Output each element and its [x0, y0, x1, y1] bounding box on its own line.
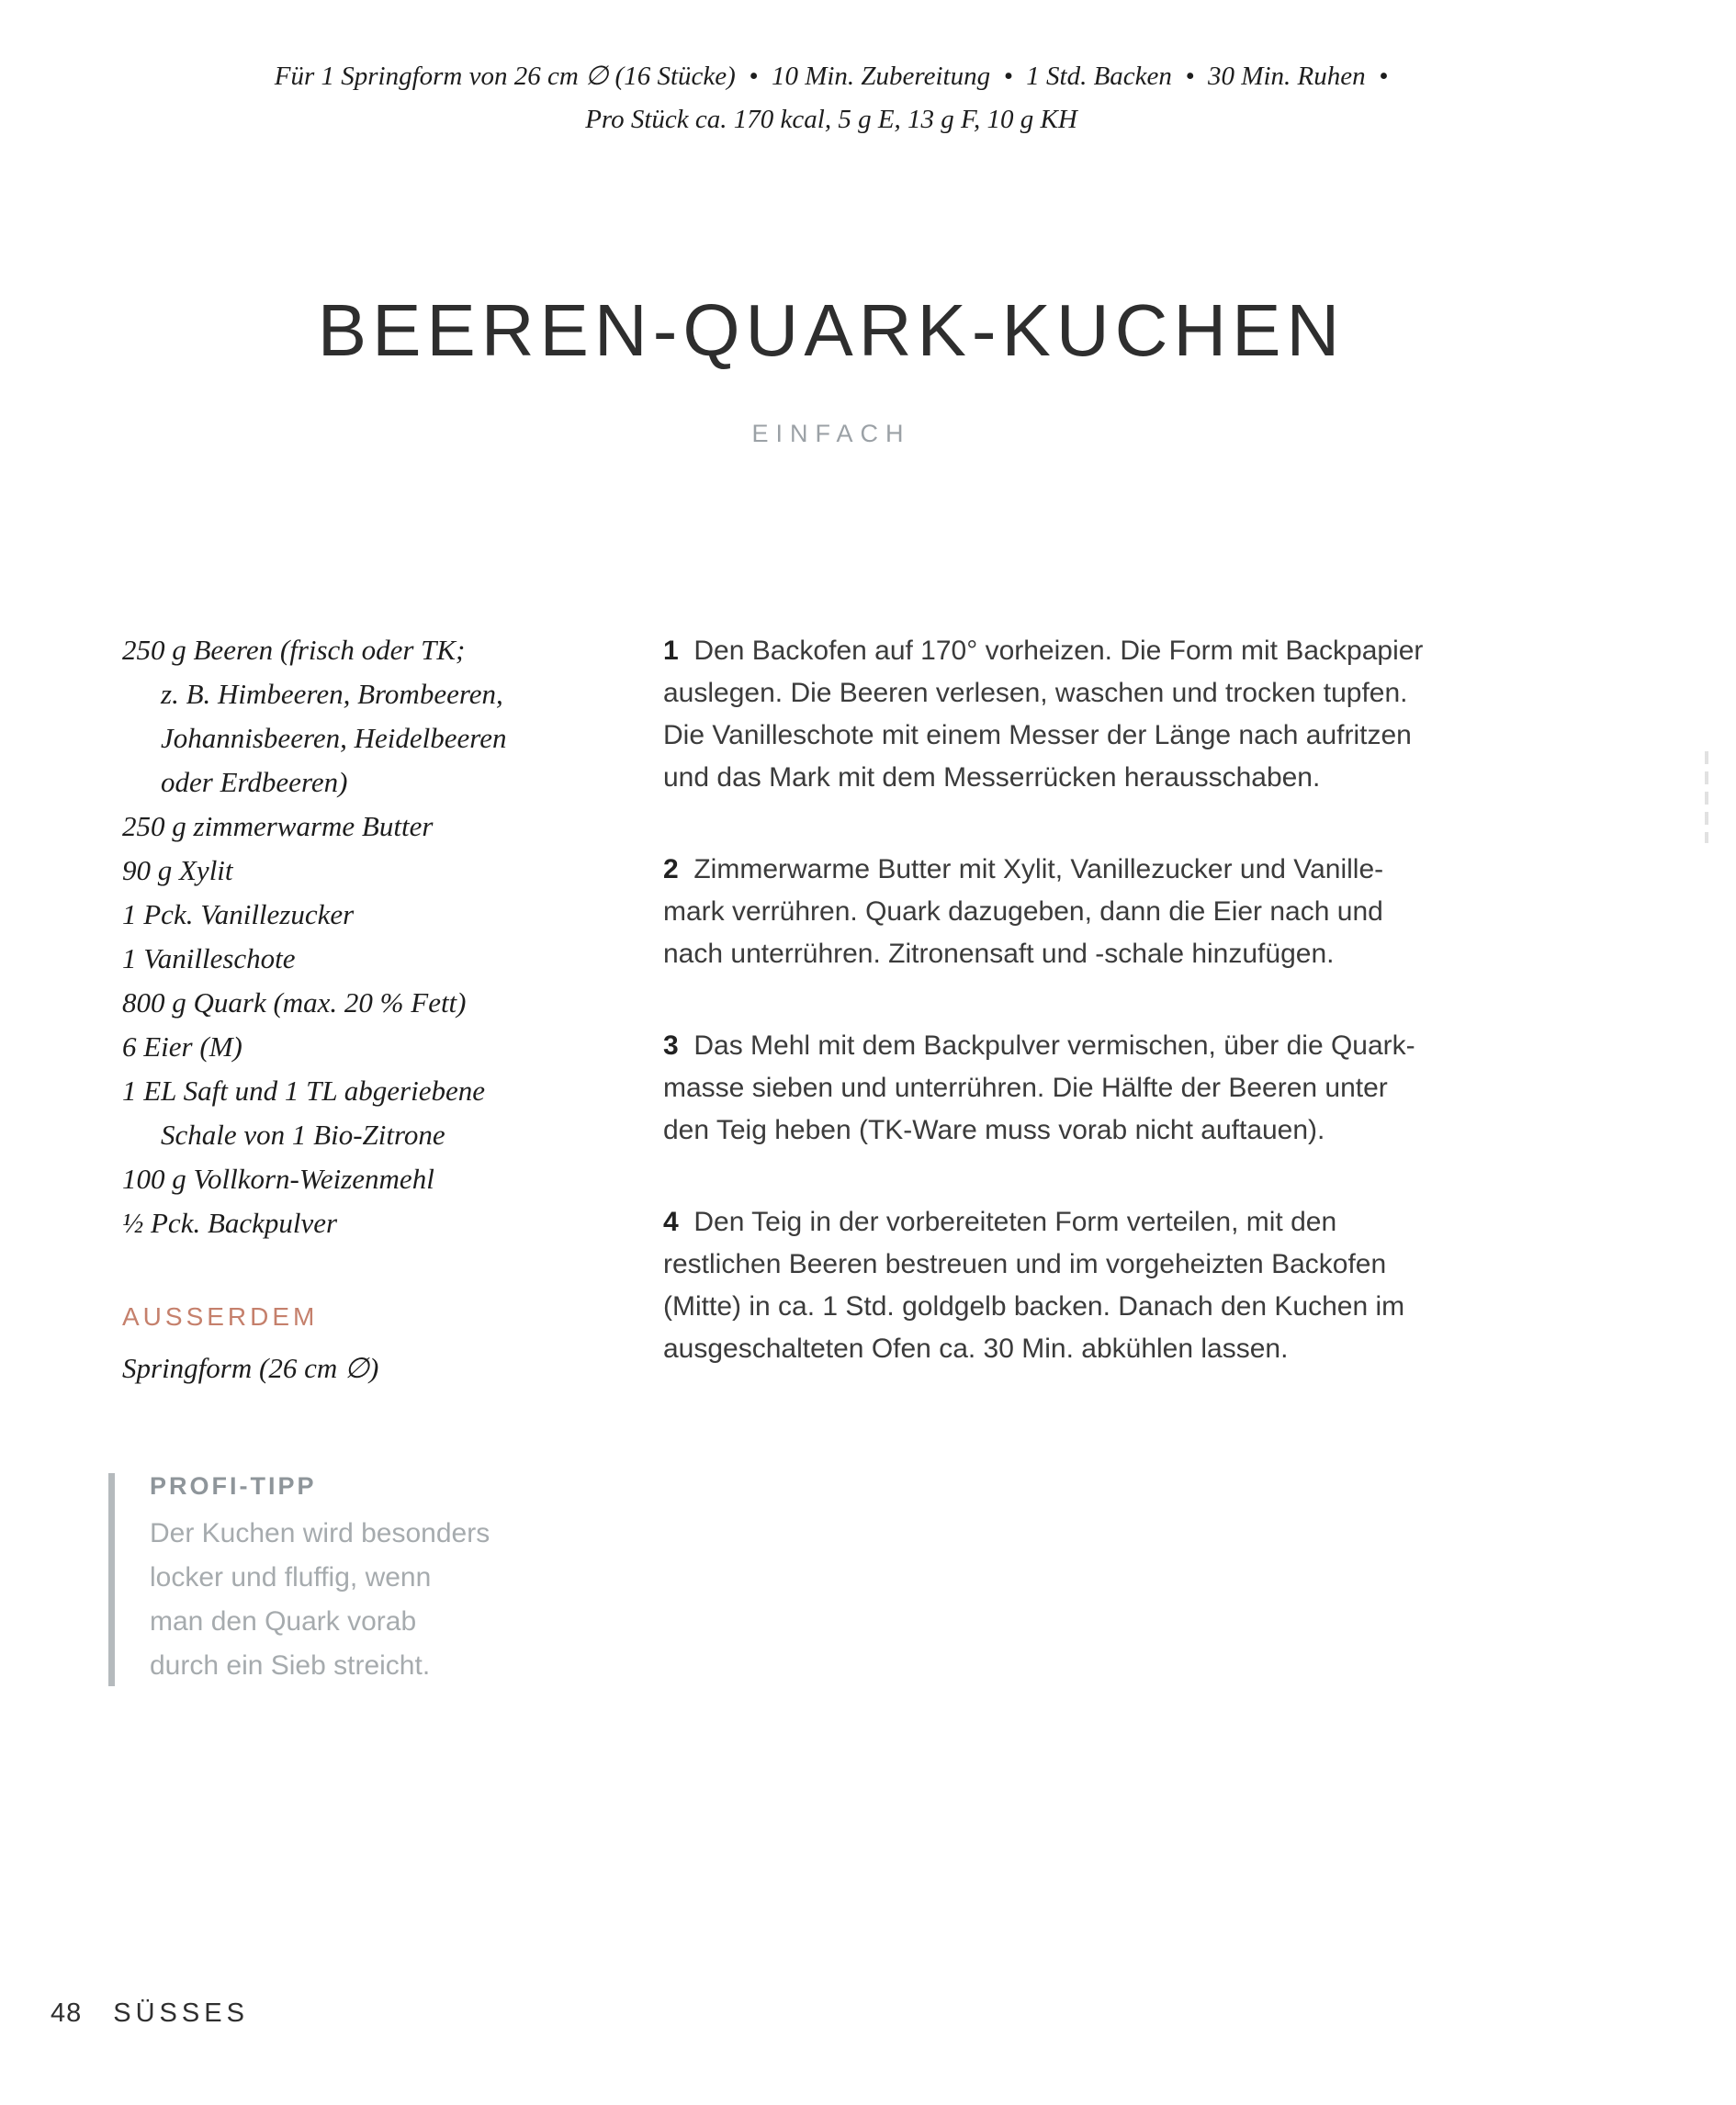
ingredient-line: ½ Pck. Backpulver: [122, 1207, 338, 1239]
step-number: 3: [663, 1030, 679, 1061]
recipe-meta: [0, 55, 1663, 141]
recipe-step: [663, 849, 1554, 975]
tip-text-line: durch ein Sieb streicht.: [150, 1650, 431, 1681]
step-text-line: Die Vanilleschote mit einem Messer der Länge nach aufritzen: [663, 720, 1412, 750]
recipe-meta-line2: Pro Stück ca. 170 kcal, 5 g E, 13 g F, 10 g KH: [585, 105, 1077, 134]
step-text-line: mark verrühren. Quark dazugeben, dann die Eier nach und: [663, 896, 1383, 927]
ingredient-line: oder Erdbeeren): [161, 766, 348, 798]
tip-text: [150, 1512, 586, 1688]
step-text-line: masse sieben und unterrühren. Die Hälfte der Beeren unter: [663, 1073, 1388, 1103]
step-text-line: auslegen. Die Beeren verlesen, waschen und trocken tupfen.: [663, 678, 1408, 708]
tip-body: [150, 1468, 586, 1688]
ingredient-line: 1 Vanilleschote: [122, 942, 296, 974]
ingredient-line: 100 g Vollkorn-Weizenmehl: [122, 1163, 434, 1195]
step-text-line: Den Backofen auf 170° vorheizen. Die Form mit Backpapier: [678, 636, 1424, 666]
ingredient-line: 1 EL Saft und 1 TL abgeriebene: [122, 1075, 485, 1107]
recipe-title: BEEREN-QUARK-KUCHEN: [317, 289, 1346, 371]
tip-text-line: man den Quark vorab: [150, 1606, 417, 1637]
step-text-line: Zimmerwarme Butter mit Xylit, Vanillezucker und Vanille-: [678, 854, 1384, 884]
tip-text-line: Der Kuchen wird besonders: [150, 1518, 490, 1548]
ingredient-line: z. B. Himbeeren, Brombeeren,: [161, 678, 503, 710]
ingredient-line: 800 g Quark (max. 20 % Fett): [122, 986, 467, 1019]
section-label: SÜSSES: [113, 1998, 249, 2028]
scan-edge-artifact: [1705, 751, 1708, 843]
step-number: 1: [663, 636, 679, 666]
page-footer: [51, 1998, 249, 2029]
recipe-meta-line1: Für 1 Springform von 26 cm ∅ (16 Stücke) • 10 Min. Zubereitung • 1 Std. Backen • 30 Min. Ruhen •: [274, 62, 1389, 91]
step-text-line: den Teig heben (TK-Ware muss vorab nicht auftauen).: [663, 1115, 1325, 1145]
ingredient-line: Johannisbeeren, Heidelbeeren: [161, 722, 507, 754]
ingredient-line: 250 g zimmerwarme Butter: [122, 810, 434, 842]
extras-section: [122, 1302, 563, 1390]
pro-tip-box: [108, 1468, 586, 1688]
ingredient-line: 250 g Beeren (frisch oder TK;: [122, 634, 466, 666]
difficulty-label: EINFACH: [751, 420, 911, 447]
extras-item: Springform (26 cm ∅): [122, 1352, 379, 1384]
step-text-line: Den Teig in der vorbereiteten Form verteilen, mit den: [678, 1207, 1337, 1237]
preparation-steps: [663, 630, 1554, 1420]
recipe-step: [663, 1201, 1554, 1370]
page-number: 48: [51, 1998, 83, 2028]
step-text-line: restlichen Beeren bestreuen und im vorgeheizten Backofen: [663, 1249, 1387, 1279]
step-text-line: und das Mark mit dem Messerrücken herausschaben.: [663, 762, 1321, 793]
ingredients-list: [122, 628, 563, 1245]
ingredient-line: 90 g Xylit: [122, 854, 233, 886]
extras-items: [122, 1346, 563, 1390]
ingredient-line: Schale von 1 Bio-Zitrone: [161, 1119, 445, 1151]
step-number: 4: [663, 1207, 679, 1237]
step-number: 2: [663, 854, 679, 884]
tip-accent-bar: [108, 1473, 115, 1686]
recipe-step: [663, 630, 1554, 799]
tip-heading: PROFI-TIPP: [150, 1472, 317, 1500]
step-text-line: (Mitte) in ca. 1 Std. goldgelb backen. Danach den Kuchen im: [663, 1291, 1405, 1322]
tip-text-line: locker und fluffig, wenn: [150, 1562, 432, 1593]
extras-heading: AUSSERDEM: [122, 1302, 319, 1331]
ingredient-line: 6 Eier (M): [122, 1030, 242, 1063]
step-text-line: nach unterrühren. Zitronensaft und -schale hinzufügen.: [663, 939, 1335, 969]
step-text-line: ausgeschalteten Ofen ca. 30 Min. abkühlen lassen.: [663, 1334, 1289, 1364]
step-text-line: Das Mehl mit dem Backpulver vermischen, über die Quark-: [678, 1030, 1415, 1061]
ingredient-line: 1 Pck. Vanillezucker: [122, 898, 355, 930]
recipe-step: [663, 1025, 1554, 1152]
